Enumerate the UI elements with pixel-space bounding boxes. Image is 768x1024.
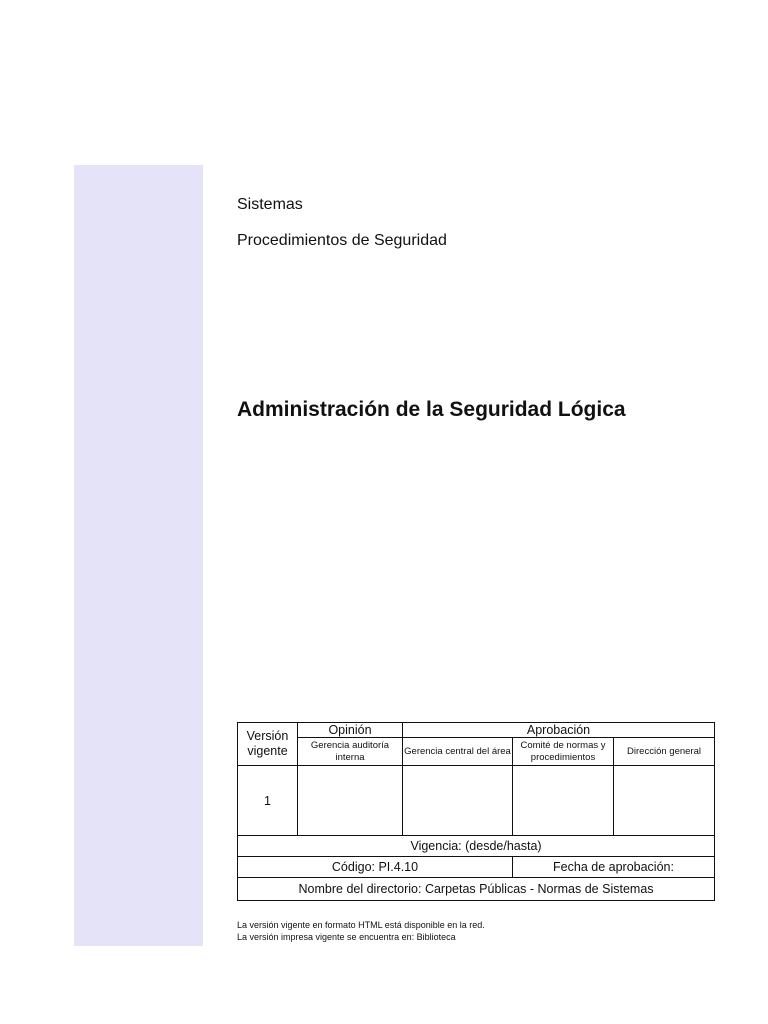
- version-value-cell: 1: [238, 766, 298, 836]
- approval-header-row: [238, 723, 715, 738]
- approval-table: [237, 722, 715, 901]
- approval-header-cell: Aprobación: [403, 723, 715, 738]
- footer-note-print: La versión impresa vigente se encuentra en: Biblioteca: [237, 932, 456, 942]
- signature-row: [238, 766, 715, 836]
- org-line-sistemas: Sistemas: [237, 196, 303, 213]
- code-row: [238, 857, 715, 878]
- footer-note-html: La versión vigente en formato HTML está disponible en la red.: [237, 920, 485, 930]
- signature-cell-approval-1: [403, 766, 513, 836]
- opinion-sub-cell: Gerencia auditoría interna: [298, 738, 403, 766]
- code-cell: Código: PI.4.10: [238, 857, 513, 878]
- signature-cell-approval-3: [614, 766, 715, 836]
- approval-sub-cell-1: Gerencia central del área: [403, 738, 513, 766]
- approval-sub-cell-2: Comité de normas y procedimientos: [513, 738, 614, 766]
- sidebar-band: [74, 165, 203, 946]
- approval-sub-cell-3: Dirección general: [614, 738, 715, 766]
- validity-row: [238, 836, 715, 857]
- opinion-header-cell: Opinión: [298, 723, 403, 738]
- version-header-cell: Versión vigente: [238, 723, 298, 766]
- signature-cell-approval-2: [513, 766, 614, 836]
- org-line-procedimientos: Procedimientos de Seguridad: [237, 232, 447, 249]
- signature-cell-opinion: [298, 766, 403, 836]
- directory-row: [238, 878, 715, 901]
- directory-cell: Nombre del directorio: Carpetas Públicas - Normas de Sistemas: [238, 878, 715, 901]
- document-title: Administración de la Seguridad Lógica: [237, 398, 626, 421]
- validity-cell: Vigencia: (desde/hasta): [238, 836, 715, 857]
- approval-date-cell: Fecha de aprobación:: [513, 857, 715, 878]
- approval-subheader-row: [238, 738, 715, 766]
